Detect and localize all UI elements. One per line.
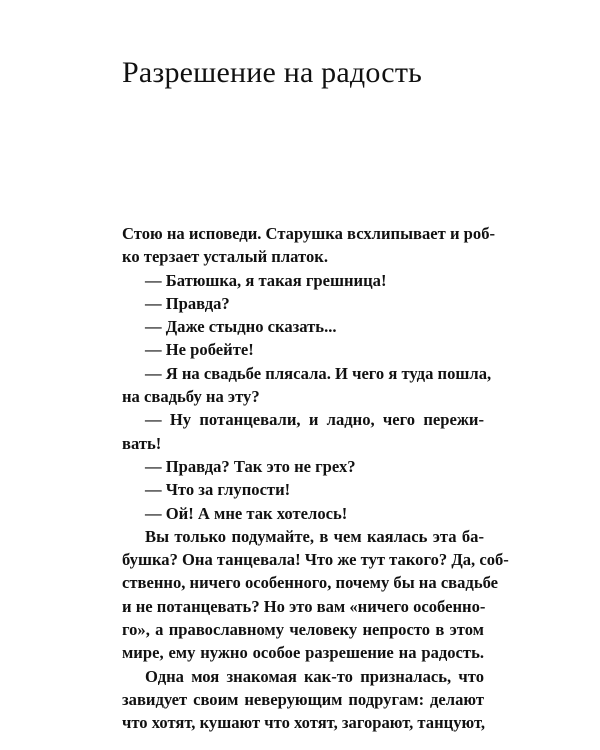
- text-line: мире, ему нужно особое разрешение на радость.: [122, 643, 484, 663]
- text-line: — Не робейте!: [145, 340, 254, 360]
- text-line: — Я на свадьбе плясала. И чего я туда пошла,: [145, 363, 492, 383]
- text-line: на свадьбу на эту?: [122, 387, 260, 407]
- page-title: Разрешение на радость: [122, 56, 423, 89]
- text-line: — Правда? Так это не грех?: [145, 456, 356, 476]
- text-line: — Правда?: [145, 293, 230, 313]
- text-line: го», а православному человеку непросто в этом: [122, 620, 484, 640]
- text-line: Вы только подумайте, в чем каялась эта ба-: [145, 526, 484, 546]
- text-line: — Ой! А мне так хотелось!: [145, 503, 348, 523]
- body-text: [122, 222, 509, 735]
- text-line: ственно, ничего особенного, почему бы на свадьбе: [122, 573, 499, 593]
- text-line: — Что за глупости!: [145, 480, 291, 500]
- text-line: и не потанцевать? Но это вам «ничего особенно-: [122, 596, 486, 616]
- text-line: Одна моя знакомая как-то призналась, что: [145, 666, 484, 686]
- text-line: — Ну потанцевали, и ладно, чего пережи-: [145, 410, 484, 430]
- text-line: завидует своим неверующим подругам: делают: [122, 689, 484, 709]
- text-line: вать!: [122, 433, 162, 453]
- text-line: — Даже стыдно сказать...: [145, 317, 337, 337]
- text-line: что хотят, кушают что хотят, загорают, танцуют,: [122, 713, 486, 733]
- text-line: Стою на исповеди. Старушка всхлипывает и роб-: [122, 224, 496, 243]
- text-line: — Батюшка, я такая грешница!: [145, 270, 387, 290]
- text-line: ко терзает усталый платок.: [122, 247, 328, 267]
- text-line: бушка? Она танцевала! Что же тут такого? Да, соб-: [122, 550, 509, 570]
